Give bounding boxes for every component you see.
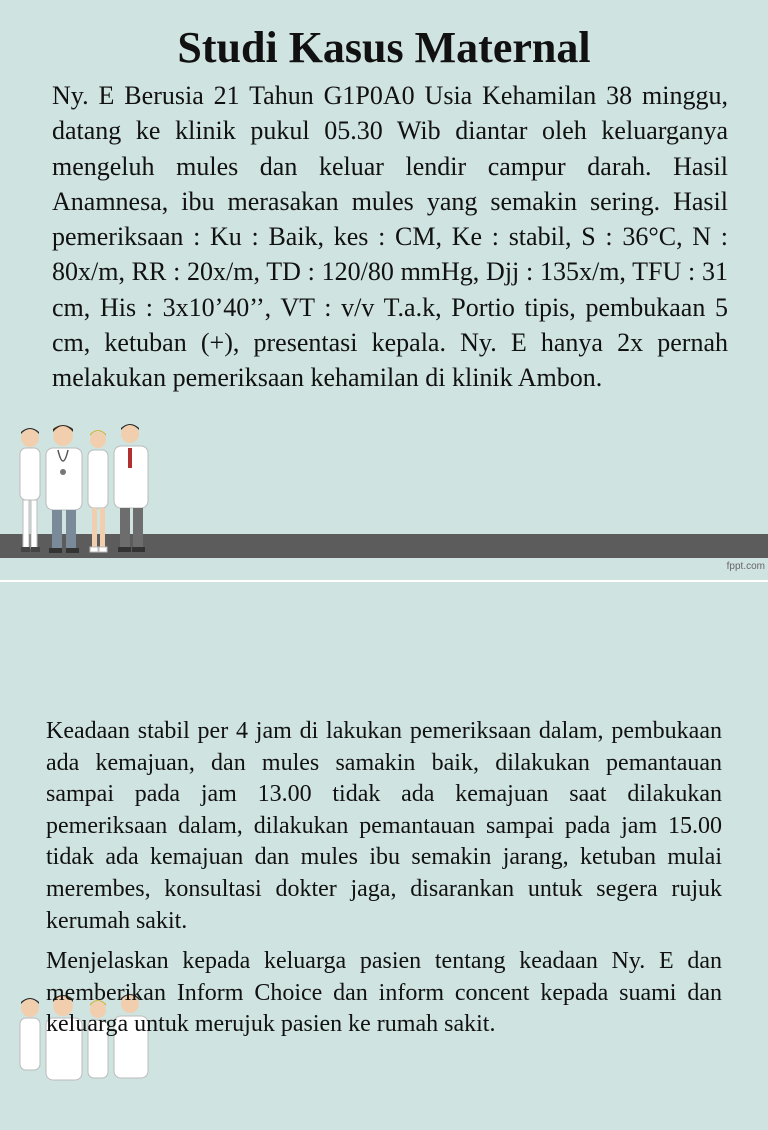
case-explanation-paragraph: Menjelaskan kepada keluarga pasien tentang keadaan Ny. E dan memberikan Inform Choice dan inform concent kepada suami dan keluarga untuk merujuk pasien ke rumah sakit. [46, 948, 722, 1038]
slide-2 [0, 582, 768, 1038]
doctor-figure [114, 424, 148, 552]
slide-title: Studi Kasus Maternal [177, 23, 591, 72]
case-continuation-paragraph: Keadaan stabil per 4 jam di lakukan pemeriksaan dalam, pembukaan ada kemajuan, dan mules samakin baik, dilakukan pemantauan sampai pada jam 13.00 tidak ada kemajuan saat dilakukan pemeriksaan dalam, dilakukan pemantauan sampai pada jam 15.00 tidak ada kemajuan dan mules ibu semakin jarang, ketuban mulai merembes, konsultasi dokter jaga, disarankan untuk segera rujuk kerumah sakit. [46, 718, 722, 934]
case-description: Ny. E Berusia 21 Tahun G1P0A0 Usia Kehamilan 38 minggu, datang ke klinik pukul 05.30 Wib diantar oleh keluarganya mengeluh mules dan keluar lendir campur darah. Hasil Anamnesa, ibu merasakan mules yang semakin sering. Hasil pemeriksaan : Ku : Baik, kes : CM, Ke : stabil, S : 36°C, N : 80x/m, RR : 20x/m, TD : 120/80 mmHg, Djj : 135x/m, TFU : 31 cm, His : 3x10’40’’, VT : v/v T.a.k, Portio tipis, pembukaan 5 cm, ketuban (+), presentasi kepala. Ny. E hanya 2x pernah melakukan pemeriksaan kehamilan di klinik Ambon. [52, 81, 728, 393]
nurse-figure [88, 430, 108, 552]
nurse-figure [20, 998, 40, 1070]
footer-credit: fppt.com [726, 561, 765, 572]
nurse-figure [20, 428, 40, 552]
medical-staff-illustration [8, 420, 158, 560]
doctor-figure [46, 425, 82, 553]
